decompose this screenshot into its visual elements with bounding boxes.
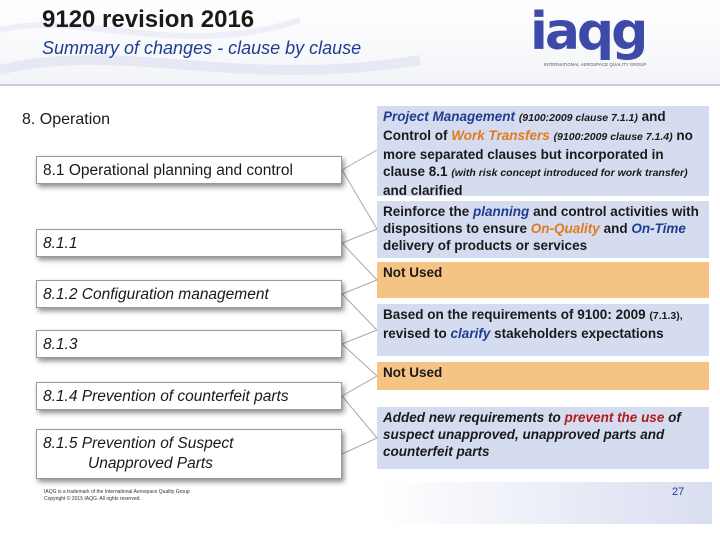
clause-8-1-5-line2: Unapproved Parts <box>88 455 213 472</box>
change-text: and clarified <box>383 183 463 198</box>
connector-9 <box>342 294 377 330</box>
connector-11 <box>342 396 377 438</box>
change-highlight: On-Quality <box>530 221 600 236</box>
connector-4 <box>342 330 377 344</box>
clause-8-1-1: 8.1.1 <box>36 229 342 257</box>
change-text: stakeholders expectations <box>494 326 664 341</box>
change-ref: (7.1.3), <box>649 310 683 322</box>
change-text: revised to <box>383 326 447 341</box>
connector-2 <box>342 229 377 243</box>
clause-8-1-3: 8.1.3 <box>36 330 342 358</box>
change-text: no more separated clauses but incorporated in clause 8.1 <box>383 128 693 179</box>
change-8-1-4: Not Used <box>377 362 709 390</box>
change-ref: (with risk concept introduced for work transfer) <box>451 167 688 179</box>
change-8-1-2: Not Used <box>377 262 709 298</box>
page-title: 9120 revision 2016 <box>42 6 255 33</box>
change-highlight: On-Time <box>631 221 686 236</box>
change-highlight: clarify <box>450 326 491 341</box>
change-text: Based on the requirements of 9100: 2009 <box>383 307 646 322</box>
logo-caption: INTERNATIONAL AEROSPACE QUALITY GROUP <box>544 62 647 67</box>
section-label: 8. Operation <box>22 111 111 128</box>
copyright-line: IAQG is a trademark of the International Aerospace Quality Group <box>44 489 190 495</box>
change-text: and control activities with dispositions to ensure <box>383 204 699 236</box>
change-ref: (9100:2009 clause 7.1.1) <box>518 112 638 124</box>
change-text: of suspect unapproved, unapproved parts and counterfeit parts <box>383 410 681 459</box>
change-8-1-1 <box>377 201 709 258</box>
change-8-1-5 <box>377 407 709 469</box>
change-highlight: prevent the use <box>564 410 665 425</box>
copyright-notice <box>44 489 234 503</box>
copyright-line: Copyright © 2015 IAQG. All rights reserved. <box>44 496 141 502</box>
footer-band <box>380 482 712 524</box>
clause-8-1-2: 8.1.2 Configuration management <box>36 280 342 308</box>
clause-8-1-5 <box>36 429 342 479</box>
change-text: and Control of <box>383 109 666 143</box>
change-ref: (9100:2009 clause 7.1.4) <box>553 131 673 143</box>
iaqg-logo <box>530 4 660 76</box>
logo-wordmark: iaqg <box>530 2 646 62</box>
connector-6 <box>342 438 377 454</box>
connector-8 <box>342 243 377 280</box>
change-8-1 <box>377 106 709 196</box>
clause-8-1-5-line1: 8.1.5 Prevention of Suspect <box>43 435 234 452</box>
page-subtitle: Summary of changes - clause by clause <box>42 38 362 58</box>
connector-3 <box>342 280 377 294</box>
change-highlight: Project Management <box>383 109 516 124</box>
clause-8-1: 8.1 Operational planning and control <box>36 156 342 184</box>
connector-10 <box>342 344 377 376</box>
connector-7 <box>342 170 377 229</box>
connector-5 <box>342 376 377 396</box>
change-highlight: planning <box>473 204 530 219</box>
clause-8-1-4: 8.1.4 Prevention of counterfeit parts <box>36 382 342 410</box>
change-8-1-3 <box>377 304 709 356</box>
change-text: Reinforce the <box>383 204 470 219</box>
page-number: 27 <box>672 486 685 498</box>
change-text: delivery of products or services <box>383 238 588 253</box>
header-divider <box>0 84 720 86</box>
connector-1 <box>342 150 377 170</box>
change-text: Added new requirements to <box>383 410 561 425</box>
change-highlight: Work Transfers <box>451 128 550 143</box>
change-text: and <box>603 221 628 236</box>
